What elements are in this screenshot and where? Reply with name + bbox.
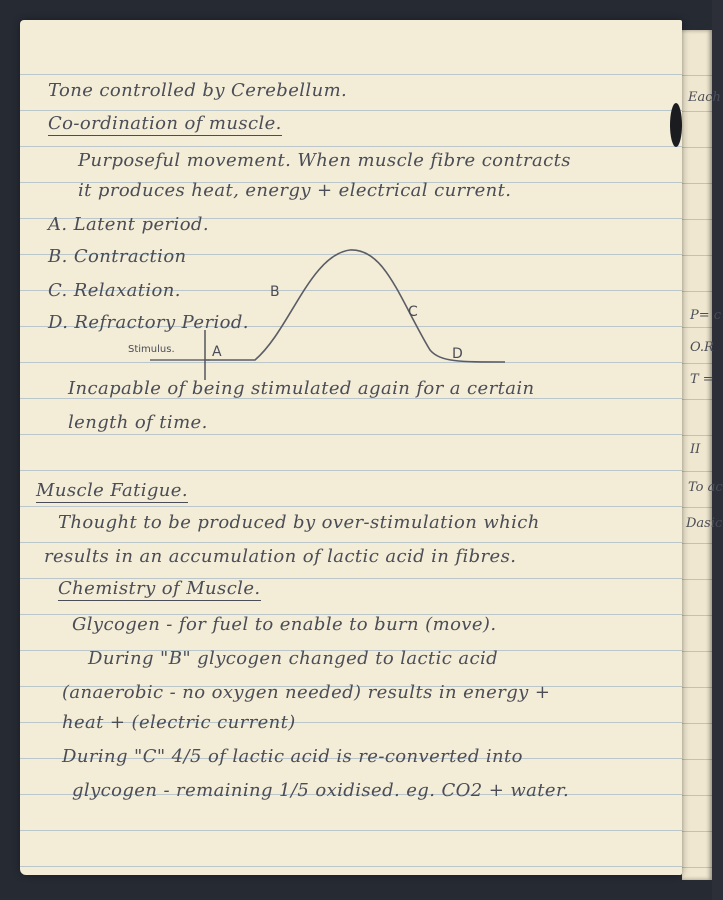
margin-word: Dasic xyxy=(686,516,723,531)
margin-word: Each xyxy=(688,90,721,105)
note-line: Thought to be produced by over-stimulation which xyxy=(58,512,540,533)
note-line: Tone controlled by Cerebellum. xyxy=(48,80,348,101)
margin-word: To ac xyxy=(688,480,723,495)
note-line: length of time. xyxy=(68,412,208,433)
note-line: Purposeful movement. When muscle fibre contracts xyxy=(78,150,571,171)
curve-label-d: D xyxy=(452,346,463,362)
curve-label-a: A xyxy=(212,344,222,360)
note-line: During "C" 4/5 of lactic acid is re-converted into xyxy=(62,746,523,767)
heading-coordination: Co-ordination of muscle. xyxy=(48,113,282,134)
margin-word: O.R xyxy=(690,340,714,355)
phase-item-d: D. Refractory Period. xyxy=(48,312,249,333)
note-line: results in an accumulation of lactic acid in fibres. xyxy=(44,546,517,567)
note-line: it produces heat, energy + electrical current. xyxy=(78,180,512,201)
heading-muscle-fatigue: Muscle Fatigue. xyxy=(36,480,188,501)
note-line: During "B" glycogen changed to lactic acid xyxy=(88,648,499,669)
margin-word: T = xyxy=(690,372,714,387)
margin-word: II xyxy=(690,442,701,457)
curve-label-c: C xyxy=(408,304,418,320)
phase-item-a: A. Latent period. xyxy=(48,214,209,235)
note-line: Glycogen - for fuel to enable to burn (move). xyxy=(72,614,497,635)
phase-item-b: B. Contraction xyxy=(48,246,187,267)
stimulus-label: Stimulus. xyxy=(128,344,175,355)
note-line: glycogen - remaining 1/5 oxidised. eg. CO2 + water. xyxy=(72,780,570,801)
phase-item-c: C. Relaxation. xyxy=(48,280,181,301)
note-line: (anaerobic - no oxygen needed) results in energy + xyxy=(62,682,551,703)
note-line: Incapable of being stimulated again for a certain xyxy=(68,378,535,399)
curve-label-b: B xyxy=(270,284,280,300)
heading-chemistry: Chemistry of Muscle. xyxy=(58,578,261,599)
margin-word: P= c xyxy=(690,308,722,323)
note-line: heat + (electric current) xyxy=(62,712,296,733)
